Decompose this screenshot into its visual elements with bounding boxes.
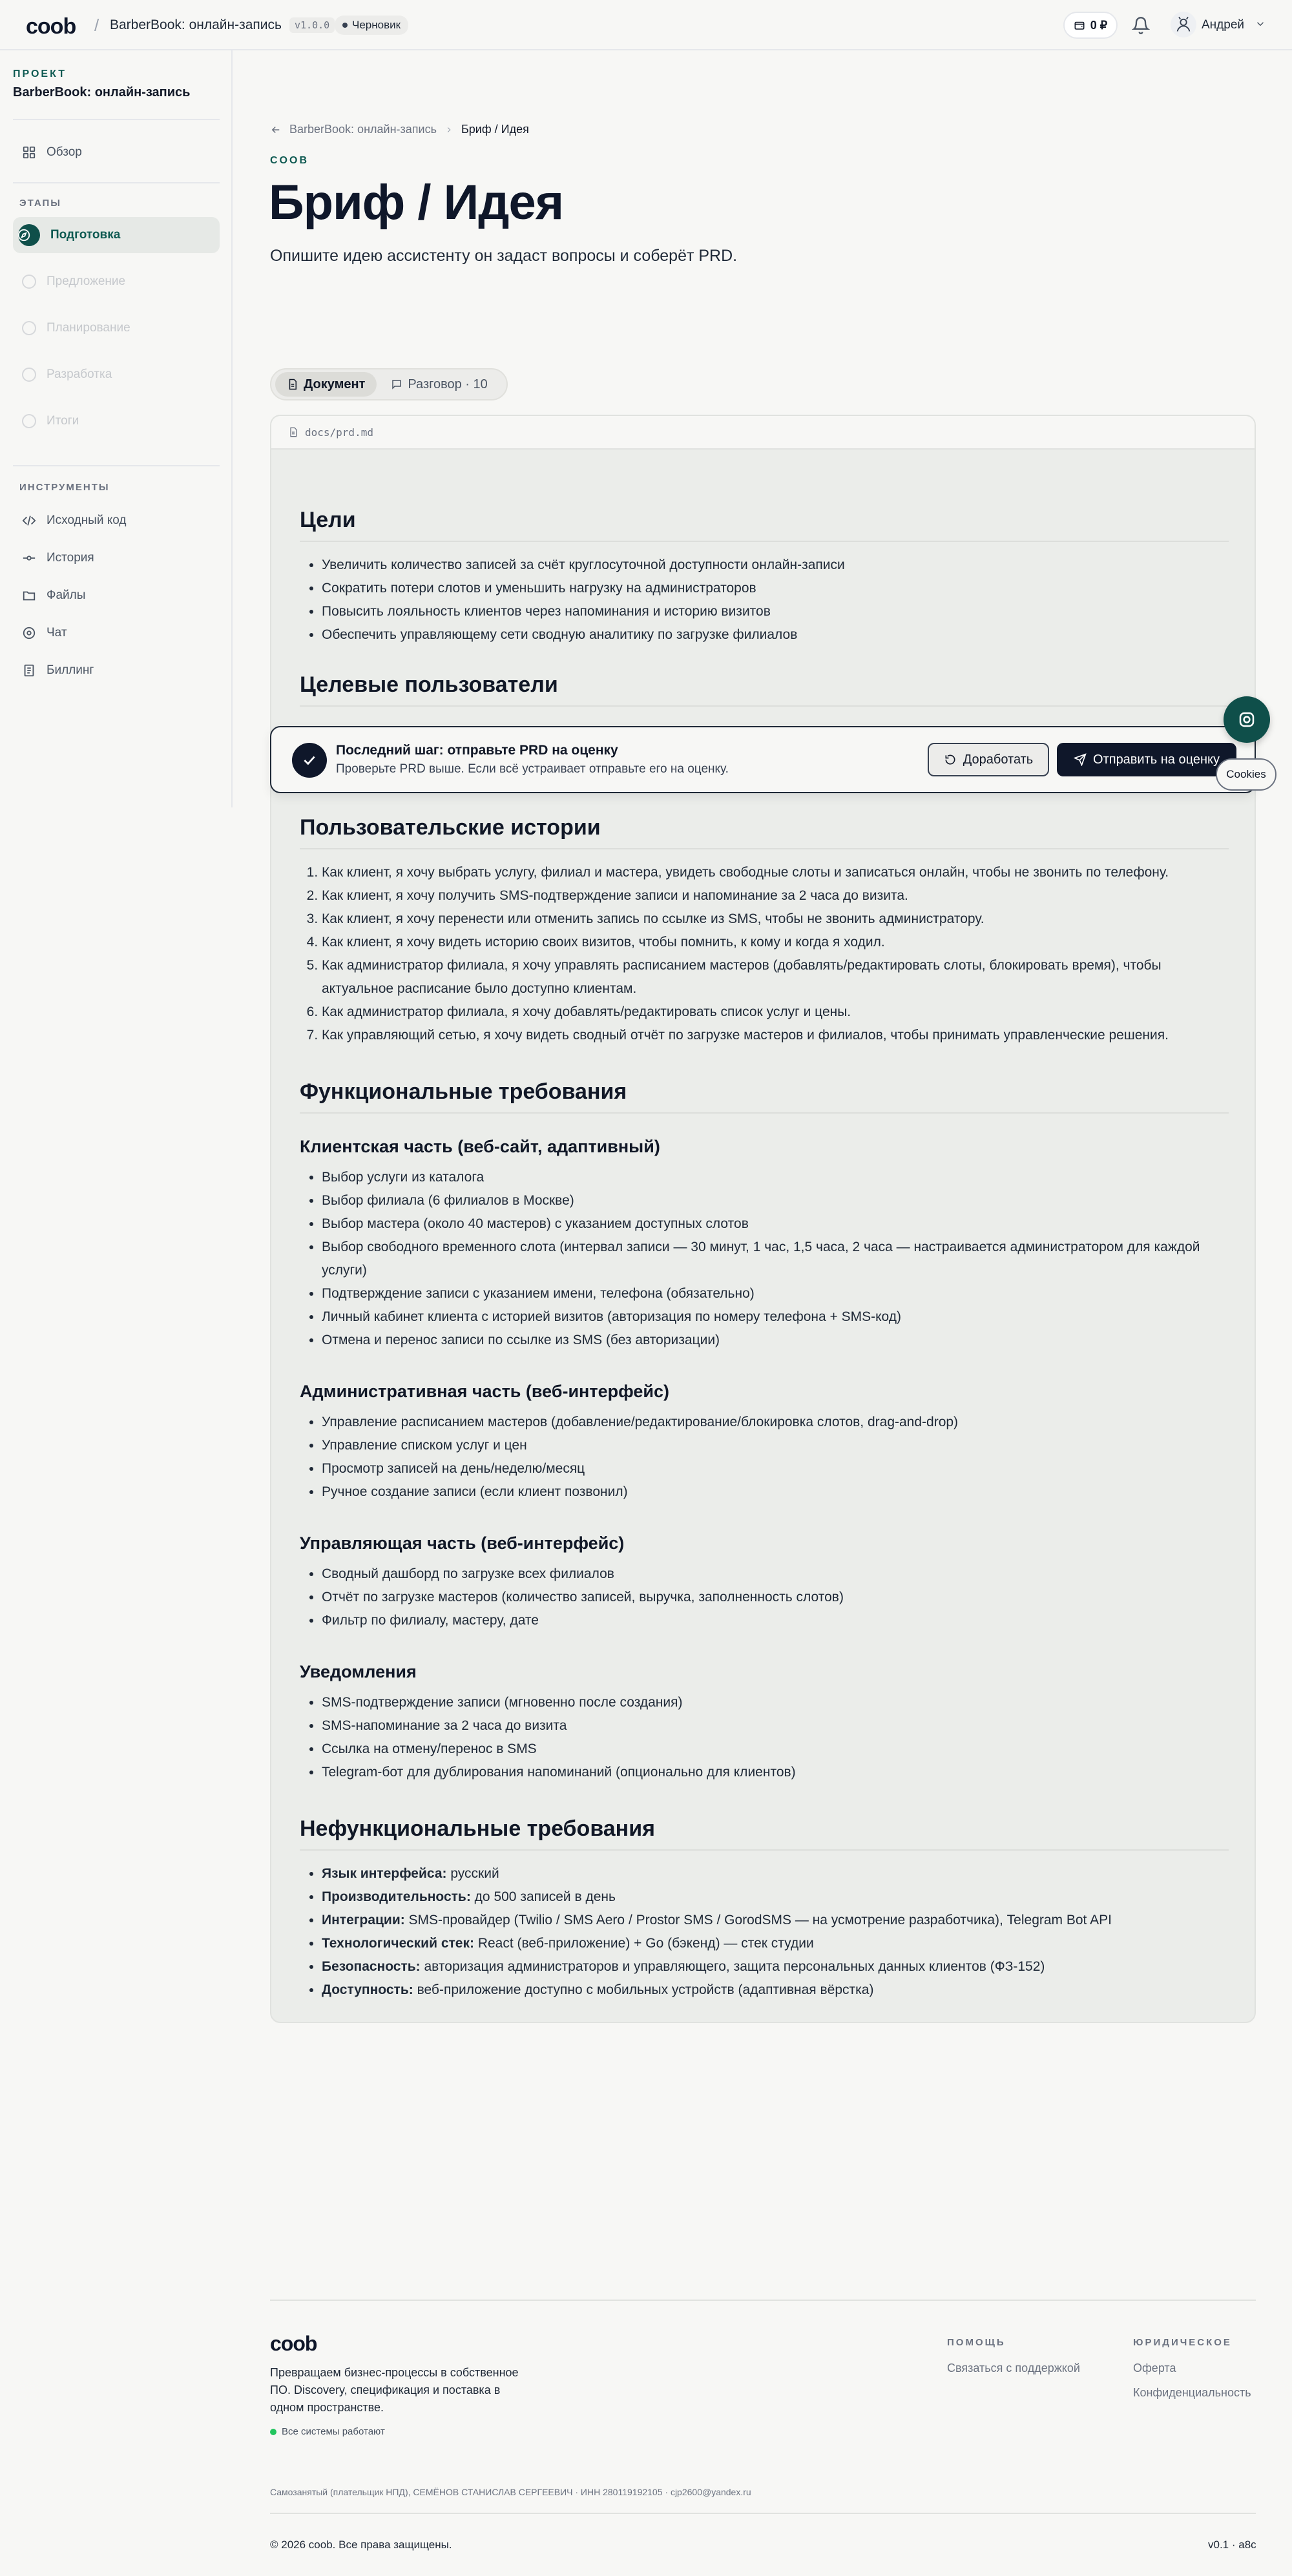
message-icon — [391, 379, 402, 390]
list-item-key: Безопасность: — [322, 1959, 421, 1974]
check-badge — [292, 743, 327, 778]
list-item-key: Доступность: — [322, 1982, 413, 1997]
list-item: 6. Как администратор филиала, я хочу добавлять/редактировать список услуг и цены. — [322, 1001, 1229, 1024]
revise-label: Доработать — [963, 752, 1034, 767]
tab-label: Разговор · 10 — [408, 377, 488, 391]
list-item: • Telegram-бот для дублирования напоминаний (опционально для клиентов) — [322, 1761, 1229, 1784]
list-item — [322, 1955, 1229, 1979]
sidebar-item-label: Исходный код — [47, 514, 127, 527]
status-label: Черновик — [352, 19, 401, 31]
avatar[interactable] — [1171, 12, 1196, 37]
section-heading: Пользовательские истории — [300, 815, 1229, 849]
list-item — [322, 1979, 1229, 2002]
balance-value: 0 ₽ — [1090, 18, 1108, 32]
list-item: • Сократить потери слотов и уменьшить нагрузку на администраторов — [322, 577, 1229, 600]
list-item-key: Технологический стек: — [322, 1936, 474, 1951]
sidebar-item-label: Чат — [47, 626, 67, 639]
sidebar-item-results — [13, 403, 220, 439]
goals-list — [300, 554, 1229, 647]
list-item: 2. Как клиент, я хочу получить SMS-подтверждение записи и напоминание за 2 часа до визита. — [322, 884, 1229, 908]
chat-icon — [22, 626, 36, 640]
grid-icon — [22, 145, 36, 160]
status-online-dot — [270, 2429, 276, 2435]
list-item: • Отмена и перенос записи по ссылке из SMS (без авторизации) — [322, 1329, 1229, 1352]
project-name[interactable]: BarberBook: онлайн-запись — [110, 17, 282, 32]
sidebar — [0, 50, 233, 807]
list-item: • Управление расписанием мастеров (добавление/редактирование/блокировка слотов, drag-and-drop) — [322, 1411, 1229, 1434]
sidebar-item-label: Биллинг — [47, 663, 94, 677]
sidebar-item-proposal — [13, 264, 220, 300]
status-badge — [335, 16, 408, 35]
list-item: • Управление списком услуг и цен — [322, 1434, 1229, 1457]
subsection-heading: Уведомления — [300, 1662, 417, 1681]
version-badge: v1.0.0 — [289, 17, 335, 33]
list-item-value: SMS-провайдер (Twilio / SMS Aero / Prostor SMS / GorodSMS — на усмотрение разработчика), Telegram Bot API — [404, 1913, 1112, 1927]
list-item — [322, 1909, 1229, 1932]
document-path: docs/prd.md — [305, 426, 373, 439]
page-title: Бриф / Идея — [269, 175, 564, 230]
list-item-key: Язык интерфейса: — [322, 1866, 447, 1881]
list-item: • SMS-напоминание за 2 часа до визита — [322, 1714, 1229, 1738]
list-item: • Отчёт по загрузке мастеров (количество записей, выручка, заполненность слотов) — [322, 1586, 1229, 1609]
breadcrumb — [270, 123, 529, 136]
folder-icon — [22, 588, 36, 603]
sidebar-project-label: ПРОЕКТ — [13, 68, 67, 79]
view-tabs — [270, 368, 508, 400]
sidebar-item-planning — [13, 310, 220, 346]
list-item-value: веб-приложение доступно с мобильных устройств (адаптивная вёрстка) — [413, 1982, 874, 1997]
top-bar — [0, 0, 1292, 50]
owner-label: COOB — [270, 155, 309, 166]
sidebar-item-label: Файлы — [47, 588, 86, 602]
support-link[interactable]: Связаться с поддержкой — [947, 2362, 1080, 2374]
client-list — [300, 1166, 1229, 1352]
list-item-key: Производительность: — [322, 1889, 471, 1904]
sidebar-item-history[interactable] — [13, 540, 220, 576]
list-item: 7. Как управляющий сетью, я хочу видеть сводный отчёт по загрузке мастеров и филиалов, чтобы принимать управленческие решения. — [322, 1024, 1229, 1047]
compass-icon — [17, 228, 31, 242]
manager-list — [300, 1563, 1229, 1632]
list-item: • Обеспечить управляющему сети сводную аналитику по загрузке филиалов — [322, 623, 1229, 647]
sidebar-item-source-code[interactable] — [13, 503, 220, 539]
list-item: • Подтверждение записи с указанием имени, телефона (обязательно) — [322, 1282, 1229, 1305]
list-item: • Выбор свободного временного слота (интервал записи — 30 минут, 1 час, 1,5 часа, 2 часа — настраивается администратором для каждой услуги) — [322, 1236, 1229, 1282]
list-item: 5. Как администратор филиала, я хочу управлять расписанием мастеров (добавлять/редактировать слоты, блокировать время), чтобы актуальное расписание было доступно клиентам. — [322, 954, 1229, 1001]
revise-button[interactable] — [928, 743, 1049, 776]
cookies-button[interactable]: Cookies — [1216, 758, 1276, 791]
stage-pending-icon — [22, 414, 36, 428]
list-item — [322, 1885, 1229, 1909]
section-heading: Функциональные требования — [300, 1079, 1229, 1114]
user-name[interactable]: Андрей — [1202, 18, 1244, 32]
list-item: • Ссылка на отмену/перенос в SMS — [322, 1738, 1229, 1761]
check-icon — [301, 752, 318, 769]
list-item: • Ручное создание записи (если клиент позвонил) — [322, 1480, 1229, 1504]
breadcrumb-current: Бриф / Идея — [461, 123, 529, 136]
status-dot — [342, 23, 348, 28]
sidebar-item-billing[interactable] — [13, 652, 220, 689]
billing-icon — [22, 663, 36, 678]
sidebar-item-label: Предложение — [47, 275, 126, 288]
list-item-value: авторизация администраторов и управляющего, защита персональных данных клиентов (ФЗ-152) — [420, 1959, 1045, 1974]
document-header — [271, 416, 1255, 450]
stage-active-badge — [18, 224, 40, 246]
list-item: 4. Как клиент, я хочу видеть историю своих визитов, чтобы помнить, к кому и когда я ходил. — [322, 931, 1229, 954]
list-item: • Выбор мастера (около 40 мастеров) с указанием доступных слотов — [322, 1212, 1229, 1236]
privacy-link[interactable]: Конфиденциальность — [1133, 2386, 1251, 2399]
stories-list — [300, 861, 1229, 1047]
footer-help-heading: ПОМОЩЬ — [947, 2337, 1006, 2348]
sidebar-item-label: Планирование — [47, 321, 130, 335]
file-icon — [288, 427, 298, 437]
sidebar-item-overview[interactable] — [13, 134, 220, 171]
page-subtitle: Опишите идею ассистенту он задаст вопросы и соберёт PRD. — [270, 247, 738, 265]
list-item — [322, 1862, 1229, 1885]
footer-logo[interactable]: coob — [270, 2332, 317, 2355]
tools-section-label: ИНСТРУМЕНТЫ — [19, 482, 110, 493]
breadcrumb-separator: / — [94, 16, 99, 35]
banner-title: Последний шаг: отправьте PRD на оценку — [336, 743, 618, 758]
list-item: • SMS-подтверждение записи (мгновенно после создания) — [322, 1691, 1229, 1714]
list-item-key: Интеграции: — [322, 1913, 405, 1927]
list-item: • Фильтр по филиалу, мастеру, дате — [322, 1609, 1229, 1632]
send-icon — [1074, 753, 1087, 766]
list-item — [322, 1932, 1229, 1955]
sidebar-item-label: Обзор — [47, 145, 82, 159]
app-version: v0.1 · a8c — [1208, 2539, 1256, 2551]
list-item: • Сводный дашборд по загрузке всех филиалов — [322, 1563, 1229, 1586]
tab-label: Документ — [304, 377, 366, 391]
notifications-list — [300, 1691, 1229, 1784]
send-for-review-button[interactable] — [1057, 743, 1236, 776]
sidebar-item-label: Итоги — [47, 414, 79, 428]
section-heading: Цели — [300, 508, 1229, 542]
sidebar-item-label: Подготовка — [50, 228, 121, 242]
footer-legal-heading: ЮРИДИЧЕСКОЕ — [1133, 2337, 1232, 2348]
sidebar-item-label: История — [47, 551, 94, 565]
stage-pending-icon — [22, 275, 36, 289]
assistant-icon — [1237, 710, 1256, 729]
document-icon — [287, 379, 298, 390]
send-label: Отправить на оценку — [1093, 752, 1220, 767]
stage-pending-icon — [22, 368, 36, 382]
section-heading: Целевые пользователи — [300, 672, 1229, 707]
history-icon — [22, 551, 36, 565]
list-item-value: до 500 записей в день — [470, 1889, 616, 1904]
legal-entity-text: Самозанятый (плательщик НПД), СЕМЁНОВ СТАНИСЛАВ СЕРГЕЕВИЧ · ИНН 280119192105 · cjp2600@yandex.ru — [270, 2487, 751, 2497]
refresh-icon — [944, 753, 957, 766]
banner-text: Проверьте PRD выше. Если всё устраивает отправьте его на оценку. — [336, 762, 729, 776]
list-item: • Просмотр записей на день/неделю/месяц — [322, 1457, 1229, 1480]
sidebar-item-files[interactable] — [13, 577, 220, 614]
prd-document — [270, 415, 1256, 2023]
nonfunctional-list — [300, 1862, 1229, 2002]
sidebar-item-chat[interactable] — [13, 615, 220, 651]
admin-list — [300, 1411, 1229, 1504]
bell-icon[interactable] — [1132, 16, 1150, 35]
sidebar-project-name: BarberBook: онлайн-запись — [13, 85, 191, 99]
list-item: • Личный кабинет клиента с историей визитов (авторизация по номеру телефона + SMS-код) — [322, 1305, 1229, 1329]
subsection-heading: Административная часть (веб-интерфейс) — [300, 1382, 669, 1401]
list-item: 1. Как клиент, я хочу выбрать услугу, филиал и мастера, увидеть свободные слоты и записаться онлайн, чтобы не звонить по телефону. — [322, 861, 1229, 884]
list-item: • Повысить лояльность клиентов через напоминания и историю визитов — [322, 600, 1229, 623]
user-avatar-icon — [1174, 16, 1193, 34]
list-item: • Выбор услуги из каталога — [322, 1166, 1229, 1189]
section-heading: Нефункциональные требования — [300, 1816, 1229, 1851]
footer-divider — [270, 2513, 1256, 2514]
sidebar-item-preparation[interactable] — [13, 217, 220, 253]
divider — [13, 119, 220, 120]
divider — [13, 465, 220, 466]
stage-pending-icon — [22, 321, 36, 335]
logo[interactable]: coob — [26, 14, 76, 39]
subsection-heading: Клиентская часть (веб-сайт, адаптивный) — [300, 1137, 660, 1156]
subsection-heading: Управляющая часть (веб-интерфейс) — [300, 1533, 625, 1553]
chevron-down-icon[interactable] — [1255, 18, 1266, 30]
list-item: • Увеличить количество записей за счёт круглосуточной доступности онлайн-записи — [322, 554, 1229, 577]
tab-document[interactable] — [275, 372, 377, 397]
footer-description: Превращаем бизнес-процессы в собственное ПО. Discovery, спецификация и поставка в одном пространстве. — [270, 2366, 519, 2414]
list-item: • Выбор филиала (6 филиалов в Москве) — [322, 1189, 1229, 1212]
assistant-fab[interactable] — [1224, 696, 1270, 743]
copyright: © 2026 coob. Все права защищены. — [270, 2539, 452, 2551]
list-item-value: React (веб-приложение) + Go (бэкенд) — стек студии — [474, 1936, 814, 1951]
code-icon — [22, 514, 36, 528]
document-body — [300, 450, 1229, 2002]
sidebar-item-development — [13, 357, 220, 393]
list-item: 3. Как клиент, я хочу перенести или отменить запись по ссылке из SMS, чтобы не звонить администратору. — [322, 908, 1229, 931]
chevron-right-icon — [444, 125, 453, 134]
footer-divider — [270, 2300, 1256, 2301]
offer-link[interactable]: Оферта — [1133, 2362, 1176, 2374]
wallet-icon — [1074, 19, 1085, 31]
system-status-label: Все системы работают — [282, 2426, 385, 2437]
stages-section-label: ЭТАПЫ — [19, 198, 61, 209]
system-status — [270, 2426, 385, 2437]
submit-banner — [270, 726, 1256, 793]
breadcrumb-parent[interactable]: BarberBook: онлайн-запись — [289, 123, 437, 136]
sidebar-item-label: Разработка — [47, 368, 112, 381]
divider — [13, 182, 220, 183]
arrow-left-icon[interactable] — [270, 124, 282, 136]
tab-conversation[interactable] — [379, 372, 499, 397]
balance-button[interactable] — [1063, 12, 1118, 39]
list-item-value: русский — [446, 1866, 499, 1881]
